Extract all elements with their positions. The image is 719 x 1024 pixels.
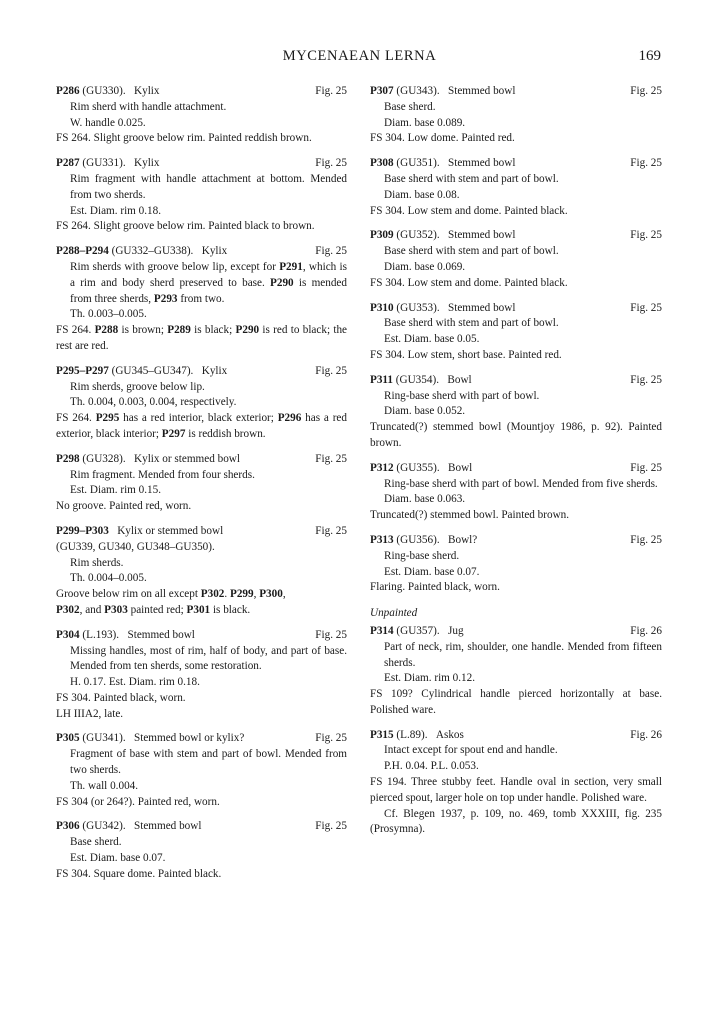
- entry-note: FS 194. Three stubby feet. Handle oval in section, very small pierced spout, larger hole on top under handle. Polished ware.: [370, 776, 662, 804]
- figure-ref: Fig. 25: [630, 85, 662, 97]
- figure-ref: Fig. 25: [630, 461, 662, 474]
- entry-id: P311: [370, 373, 393, 386]
- entry-code: (GU343).: [396, 85, 440, 97]
- entry-id: P314: [370, 624, 394, 637]
- catalog-entry-p295-p297: [56, 364, 347, 443]
- entry-code: (GU356).: [396, 533, 440, 546]
- catalog-entry-p312: [370, 461, 662, 524]
- entry-note: Truncated(?) stemmed bowl (Mountjoy 1986, p. 92). Painted brown.: [370, 421, 662, 449]
- entry-code: (GU330).: [82, 85, 126, 97]
- figure-ref: Fig. 25: [315, 628, 347, 641]
- entry-code: (GU331).: [82, 157, 126, 170]
- entry-desc: Part of neck, rim, shoulder, one handle. Mended from fifteen sherds.: [384, 640, 662, 669]
- entry-name: Bowl: [447, 373, 472, 386]
- page-number: 169: [638, 48, 661, 64]
- catalog-entry-p314: [370, 624, 662, 719]
- entry-desc: Fragment of base with stem and part of bowl. Mended from two sherds.: [70, 748, 347, 777]
- entry-name: Jug: [448, 624, 464, 637]
- figure-ref: Fig. 25: [630, 301, 662, 314]
- entry-measure: Diam. base 0.063.: [384, 493, 466, 506]
- entry-measure: Est. Diam. base 0.07.: [384, 565, 480, 578]
- entry-desc: Rim sherds, groove below lip.: [70, 380, 205, 393]
- entry-measure: Th. 0.004, 0.003, 0.004, respectively.: [70, 396, 237, 409]
- catalog-entry-p307: [370, 84, 662, 147]
- entry-desc: Rim fragment. Mended from four sherds.: [70, 468, 255, 481]
- figure-ref: Fig. 25: [630, 229, 662, 242]
- figure-ref: Fig. 25: [630, 533, 662, 546]
- entry-measure: Diam. base 0.069.: [384, 260, 466, 273]
- entry-id: P313: [370, 533, 394, 546]
- entry-id: P309: [370, 229, 394, 242]
- figure-ref: Fig. 25: [315, 245, 347, 258]
- entry-name: Askos: [435, 728, 464, 741]
- figure-ref: Fig. 25: [315, 732, 347, 745]
- entry-name: Stemmed bowl or kylix?: [134, 732, 245, 745]
- entry-id: P305: [56, 732, 80, 745]
- entry-name: Kylix: [201, 245, 228, 258]
- left-column: [56, 84, 347, 892]
- entry-note: FS 304. Painted black, worn.: [56, 691, 186, 704]
- section-label-unpainted: Unpainted: [370, 607, 418, 620]
- catalog-entry-p309: [370, 228, 662, 291]
- entry-note: FS 304. Low stem and dome. Painted black.: [370, 276, 568, 289]
- entry-note: FS 264. Slight groove below rim. Painted reddish brown.: [56, 132, 312, 145]
- figure-ref: Fig. 25: [315, 524, 347, 537]
- entry-note: FS 304 (or 264?). Painted red, worn.: [56, 795, 220, 808]
- entry-desc: Base sherd with stem and part of bowl.: [384, 172, 559, 185]
- entry-note: Flaring. Painted black, worn.: [370, 581, 500, 594]
- entry-id: P304: [56, 628, 80, 641]
- entry-code: (GU351).: [396, 157, 440, 170]
- entry-note: Groove below rim on all except P302. P299, P300, P302, and P303 painted red; P301 is black.: [56, 588, 286, 616]
- entry-desc: Rim sherds.: [70, 556, 124, 569]
- entry-code: (GU345–GU347).: [111, 364, 194, 377]
- entry-code: (GU352).: [396, 229, 440, 242]
- entry-id: P312: [370, 461, 394, 474]
- catalog-entry-p310: [370, 301, 662, 364]
- entry-name: Kylix or stemmed bowl: [117, 524, 224, 537]
- catalog-entry-p308: [370, 156, 662, 219]
- entry-note: FS 264. Slight groove below rim. Painted black to brown.: [56, 220, 315, 233]
- entry-name: Stemmed bowl: [448, 157, 516, 170]
- entry-measure: Est. Diam. rim 0.15.: [70, 484, 162, 497]
- figure-ref: Fig. 25: [315, 364, 347, 377]
- entry-id: P295–P297: [56, 364, 109, 377]
- entry-measure: Est. Diam. rim 0.18.: [70, 204, 162, 217]
- catalog-entry-p287: [56, 156, 347, 235]
- entry-id: P308: [370, 157, 394, 170]
- entry-name: Stemmed bowl: [448, 229, 516, 242]
- entry-measure: Diam. base 0.052.: [384, 405, 466, 418]
- figure-ref: Fig. 26: [630, 728, 662, 741]
- entry-name: Stemmed bowl: [134, 820, 202, 833]
- running-header-title: MYCENAEAN LERNA: [282, 48, 437, 64]
- entry-code: (GU328).: [82, 452, 126, 465]
- catalog-entry-p299-p303: [56, 524, 347, 619]
- catalog-entry-p315: [370, 728, 662, 839]
- entry-id: P298: [56, 452, 80, 465]
- entry-measure: W. handle 0.025.: [70, 116, 146, 129]
- entry-name: Kylix: [201, 364, 228, 377]
- entry-name: Bowl?: [448, 533, 478, 546]
- entry-desc: Ring-base sherd with part of bowl. Mended from five sherds.: [384, 477, 658, 490]
- entry-desc: Intact except for spout end and handle.: [384, 744, 558, 757]
- entry-desc: Base sherd.: [384, 100, 436, 113]
- entry-id: P315: [370, 728, 394, 741]
- entry-code: (GU354).: [395, 373, 439, 386]
- entry-measure: Diam. base 0.08.: [384, 188, 460, 201]
- entry-desc: Ring-base sherd.: [384, 549, 460, 562]
- entry-measure: Th. 0.004–0.005.: [70, 572, 147, 585]
- entry-desc: Rim sherd with handle attachment.: [70, 100, 227, 113]
- entry-id: P307: [370, 85, 394, 97]
- entry-code: (GU342).: [82, 820, 126, 833]
- entry-id: P286: [56, 85, 80, 97]
- figure-ref: Fig. 25: [630, 373, 662, 386]
- entry-code: (GU353).: [396, 301, 440, 314]
- entry-measure: Diam. base 0.089.: [384, 116, 466, 129]
- entry-note: FS 304. Low dome. Painted red.: [370, 132, 515, 145]
- entry-name: Kylix: [134, 85, 160, 97]
- entry-note: Truncated(?) stemmed bowl. Painted brown.: [370, 509, 570, 522]
- entry-measure: Th. wall 0.004.: [70, 779, 139, 792]
- figure-ref: Fig. 25: [315, 452, 347, 465]
- catalog-entry-p304: [56, 628, 347, 723]
- entry-code: (L.193).: [82, 628, 120, 641]
- entry-measure: Est. Diam. rim 0.12.: [384, 672, 476, 685]
- entry-measure: Est. Diam. base 0.05.: [384, 333, 480, 346]
- entry-id: P306: [56, 820, 80, 833]
- entry-note: FS 304. Low stem, short base. Painted red.: [370, 348, 562, 361]
- entry-note: FS 109? Cylindrical handle pierced horizontally at base. Polished ware.: [370, 688, 662, 716]
- catalog-entry-p306: [56, 819, 347, 882]
- entry-name: Stemmed bowl: [448, 85, 516, 97]
- entry-id: P310: [370, 301, 394, 314]
- entry-name: Stemmed bowl: [448, 301, 516, 314]
- entry-reference: Cf. Blegen 1937, p. 109, no. 469, tomb XXXIII, fig. 235 (Prosymna).: [370, 807, 662, 836]
- entry-note: FS 304. Low stem and dome. Painted black.: [370, 204, 568, 217]
- entry-code: (GU339, GU340, GU348–GU350).: [56, 540, 215, 553]
- entry-desc: Base sherd.: [70, 836, 122, 849]
- entry-note: FS 304. Square dome. Painted black.: [56, 867, 222, 880]
- entry-code: (GU332–GU338).: [111, 245, 194, 258]
- entry-name: Stemmed bowl: [127, 628, 195, 641]
- figure-ref: Fig. 26: [630, 624, 662, 637]
- entry-code: (GU341).: [82, 732, 126, 745]
- entry-id: P299–P303: [56, 524, 109, 537]
- entry-desc: Rim sherds with groove below lip, except for P291, which is a rim and body sherd preserved to base. P290 is mended from three sherds, P293 from two.: [70, 260, 347, 305]
- catalog-entry-p298: [56, 452, 347, 515]
- entry-desc: Base sherd with stem and part of bowl.: [384, 317, 559, 330]
- entry-measure: P.H. 0.04. P.L. 0.053.: [384, 760, 479, 773]
- entry-note: No groove. Painted red, worn.: [56, 500, 192, 513]
- entry-id: P287: [56, 157, 80, 170]
- entry-name: Kylix: [134, 157, 160, 170]
- entry-measure: Est. Diam. base 0.07.: [70, 852, 166, 865]
- entry-desc: Missing handles, most of rim, half of body, and part of base. Mended from ten sherds, some restoration.: [70, 644, 347, 673]
- catalog-entry-p286: [56, 84, 347, 147]
- figure-ref: Fig. 25: [630, 157, 662, 170]
- entry-desc: Rim fragment with handle attachment at bottom. Mended from two sherds.: [70, 172, 347, 201]
- entry-code: (GU357).: [396, 624, 440, 637]
- figure-ref: Fig. 25: [315, 157, 347, 170]
- entry-note: FS 264. P288 is brown; P289 is black; P290 is red to black; the rest are red.: [56, 324, 348, 352]
- entry-measure: H. 0.17. Est. Diam. rim 0.18.: [70, 676, 200, 689]
- figure-ref: Fig. 25: [315, 85, 347, 97]
- entry-name: Bowl: [448, 461, 473, 474]
- entry-name: Kylix or stemmed bowl: [134, 452, 240, 465]
- entry-code: (GU355).: [396, 461, 440, 474]
- entry-desc: Base sherd with stem and part of bowl.: [384, 245, 559, 258]
- figure-ref: Fig. 25: [315, 820, 347, 833]
- catalog-entry-p311: [370, 373, 662, 452]
- catalog-entry-p288-p294: [56, 244, 347, 355]
- entry-desc: Ring-base sherd with part of bowl.: [384, 389, 540, 402]
- entry-note: FS 264. P295 has a red interior, black exterior; P296 has a red exterior, black interior; P297 is reddish brown.: [56, 412, 347, 440]
- catalog-entry-p313: [370, 533, 662, 596]
- catalog-entry-p305: [56, 731, 347, 810]
- entry-date: LH IIIA2, late.: [56, 707, 124, 720]
- right-column: [370, 84, 662, 847]
- entry-code: (L.89).: [396, 728, 428, 741]
- entry-id: P288–P294: [56, 245, 109, 258]
- entry-measure: Th. 0.003–0.005.: [70, 308, 147, 321]
